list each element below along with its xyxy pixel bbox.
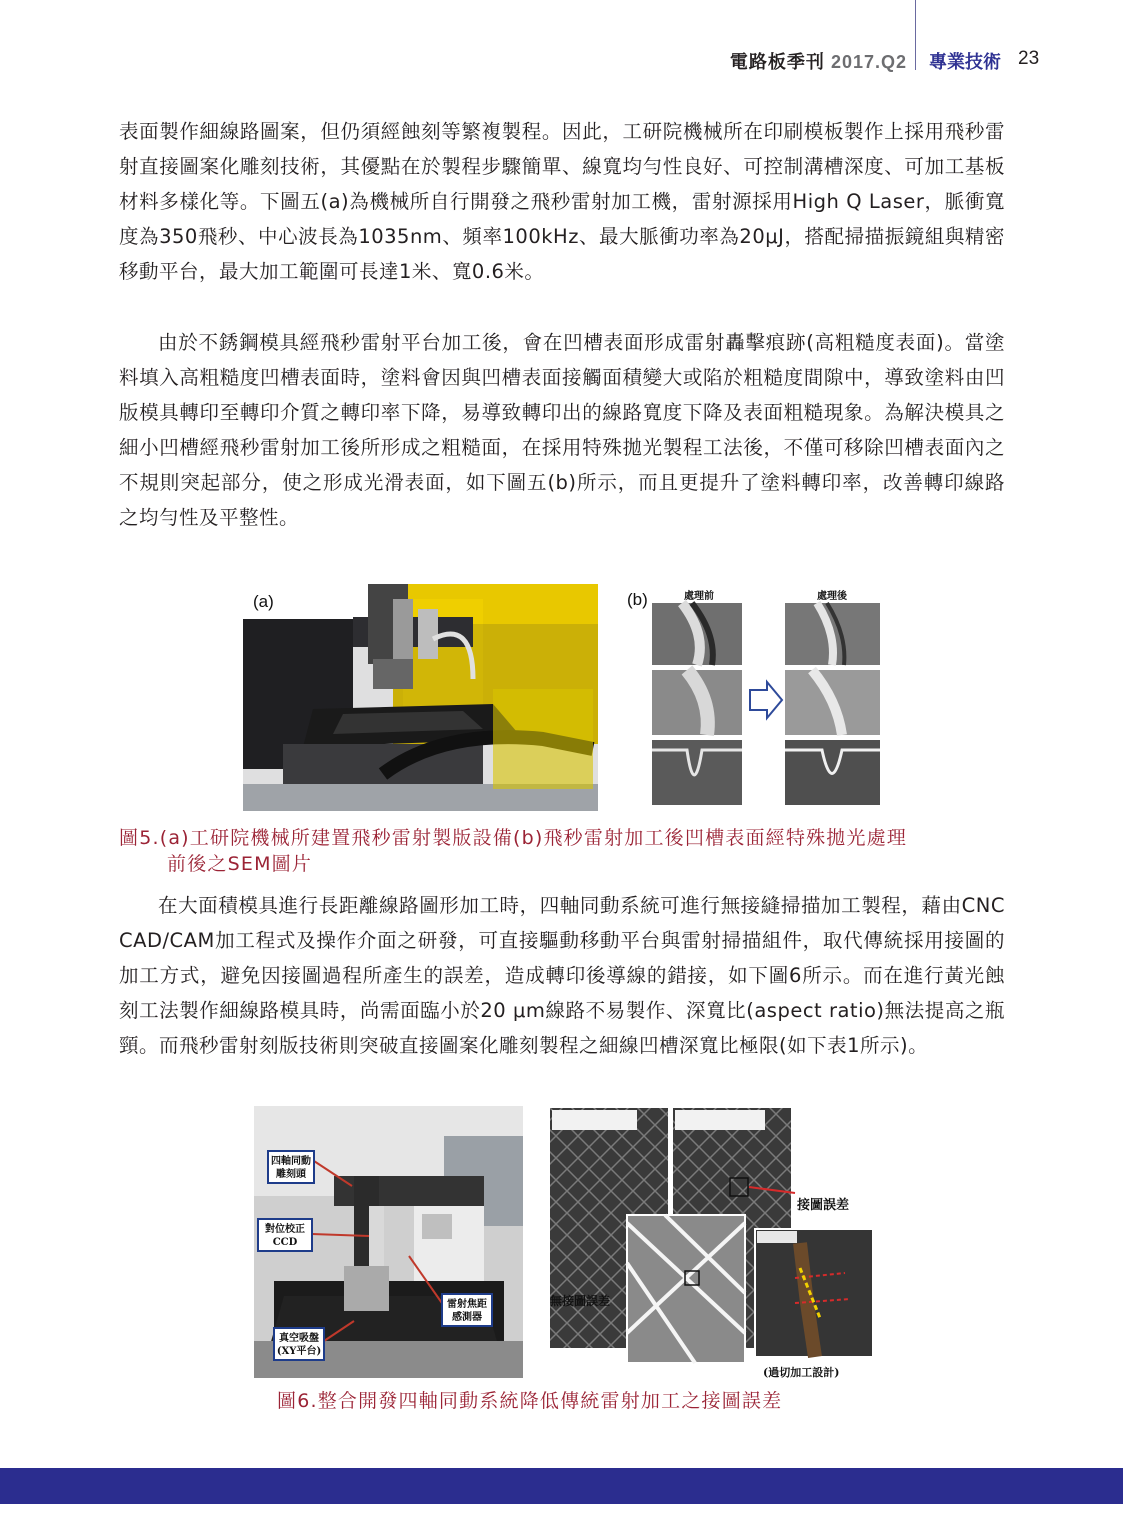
tag-vacuum: 真空吸盤 [279,1333,319,1344]
magazine-title: 電路板季刊 2017.Q2 [729,52,907,72]
tag-ccd: 對位校正 [265,1224,305,1235]
before-label: 處理前 [684,591,714,602]
tag-ccd-2: CCD [272,1237,298,1248]
no-stitch-error-label: 無接圖誤差 [550,1294,611,1308]
tag-four-axis: 四軸同動 [271,1156,311,1167]
figure6-stitch-pattern [545,1103,875,1383]
tag-vacuum-2: (XY平台) [276,1346,322,1357]
page-header [0,48,1123,78]
stitch-error-label: 接圖誤差 [797,1198,850,1213]
figure5-caption-line2: 前後之SEM圖片 [167,853,313,875]
page-number: 23 [1018,48,1040,69]
footer-bar [0,1468,1123,1504]
figure5-caption-line1: 圖5.(a)工研院機械所建置飛秒雷射製版設備(b)飛秒雷射加工後凹槽表面經特殊拋光處理 [119,827,908,849]
section-title: 專業技術 [929,52,1001,73]
paragraph-1: 表面製作細線路圖案，但仍須經蝕刻等繁複製程。因此，工研院機械所在印刷模板製作上採用飛秒雷射直接圖案化雕刻技術，其優點在於製程步驟簡單、線寬均勻性良好、可控制溝槽深度、可加工基板材料多樣化等。下圖五(a)為機械所自行開發之飛秒雷射加工機，雷射源採用High Q Laser，脈衝寬度為350飛秒、中心波長為1035nm、頻率100kHz、最大脈衝功率為20μJ，搭配掃描振鏡組與精密移動平台，最大加工範圍可長達1米、寬0.6米。 [119,120,1005,283]
tag-focus: 雷射焦距 [447,1299,487,1310]
figure5b-label: (b) [627,590,648,609]
overcut-label: (過切加工設計) [763,1366,840,1379]
figure5b-sem [622,585,890,807]
paragraph-3: 在大面積模具進行長距離線路圖形加工時，四軸同動系統可進行無接縫掃描加工製程，藉由CNC CAD/CAM加工程式及操作介面之研發，可直接驅動移動平台與雷射掃描組件，取代傳統採用接圖的加工方式，避免因接圖過程所產生的誤差，造成轉印後導線的錯接，如下圖6所示。而在進行黃光蝕刻工法製作細線路模具時，尚需面臨小於20 μm線路不易製作、深寬比(aspect ratio)無法提高之瓶頸。而飛秒雷射刻版技術則突破直接圖案化雕刻製程之細線凹槽深寬比極限(如下表1所示)。 [119,894,1005,1057]
figure5a-label: (a) [253,592,274,611]
figure6-machine-photo [254,1106,523,1378]
paragraph-2: 由於不銹鋼模具經飛秒雷射平台加工後，會在凹槽表面形成雷射轟擊痕跡(高粗糙度表面)。當塗料填入高粗糙度凹槽表面時，塗料會因與凹槽表面接觸面積變大或陷於粗糙度間隙中，導致塗料由凹版模具轉印至轉印介質之轉印率下降，易導致轉印出的線路寬度下降及表面粗糙現象。為解決模具之細小凹槽經飛秒雷射加工後所形成之粗糙面，在採用特殊拋光製程工法後，不僅可移除凹槽表面內之不規則突起部分，使之形成光滑表面，如下圖五(b)所示，而且更提升了塗料轉印率，改善轉印線路之均勻性及平整性。 [119,331,1005,529]
tag-focus-2: 感測器 [452,1312,482,1323]
after-label: 處理後 [817,591,847,602]
tag-four-axis-2: 雕刻頭 [276,1169,306,1180]
figure6-caption: 圖6.整合開發四軸同動系統降低傳統雷射加工之接圖誤差 [277,1390,783,1412]
issue: 2017.Q2 [830,52,907,72]
figure5a-photo [243,579,598,811]
